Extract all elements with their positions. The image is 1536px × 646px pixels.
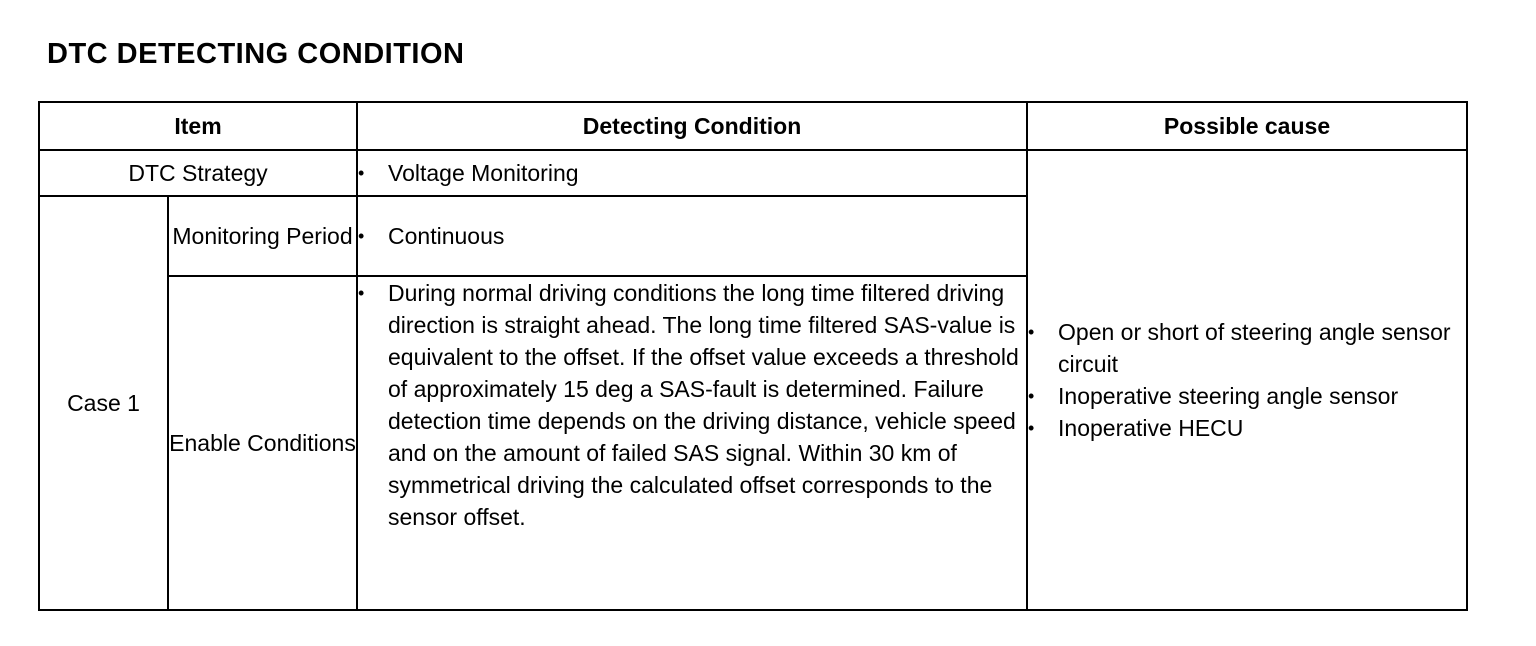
case-label: Case 1: [39, 196, 168, 610]
bullet-icon: •: [1028, 322, 1035, 342]
dtc-strategy-condition-text: Voltage Monitoring: [388, 160, 579, 186]
list-item: [1028, 380, 1466, 412]
possible-cause-cell: [1027, 150, 1467, 610]
bullet-icon: •: [1028, 418, 1035, 438]
monitoring-period-label: Monitoring Period: [168, 196, 357, 276]
header-row: [39, 102, 1467, 150]
bullet-icon: •: [1028, 386, 1035, 406]
header-detecting-condition: Detecting Condition: [357, 102, 1027, 150]
header-possible-cause: Possible cause: [1027, 102, 1467, 150]
dtc-strategy-label: DTC Strategy: [39, 150, 357, 196]
bullet-icon: •: [358, 226, 365, 246]
enable-conditions-label: Enable Conditions: [168, 276, 357, 610]
dtc-condition-table: [38, 101, 1468, 611]
list-item: [1028, 316, 1466, 380]
header-item: Item: [39, 102, 357, 150]
enable-conditions-condition: [357, 276, 1027, 610]
possible-cause-text: Inoperative steering angle sensor: [1058, 383, 1399, 409]
table-row: [39, 150, 1467, 196]
possible-cause-text: Open or short of steering angle sensor circuit: [1058, 319, 1451, 377]
bullet-icon: •: [358, 283, 365, 303]
possible-cause-list: [1028, 316, 1466, 444]
bullet-icon: •: [358, 163, 365, 183]
monitoring-period-condition-text: Continuous: [388, 223, 505, 249]
dtc-strategy-condition: [357, 150, 1027, 196]
list-item: [1028, 412, 1466, 444]
possible-cause-text: Inoperative HECU: [1058, 415, 1244, 441]
monitoring-period-condition: [357, 196, 1027, 276]
enable-conditions-condition-text: During normal driving conditions the long time filtered driving direction is straight ahead. The long time filtered SAS-value is equivalent to the offset. If the offset value exceeds a threshold of approximately 15 deg a SAS-fault is determined. Failure detection time depends on the driving distance, vehicle speed and on the amount of failed SAS signal. Within 30 km of symmetrical driving the calculated offset corresponds to the sensor offset.: [388, 280, 1019, 530]
page-title: DTC DETECTING CONDITION: [47, 38, 465, 70]
